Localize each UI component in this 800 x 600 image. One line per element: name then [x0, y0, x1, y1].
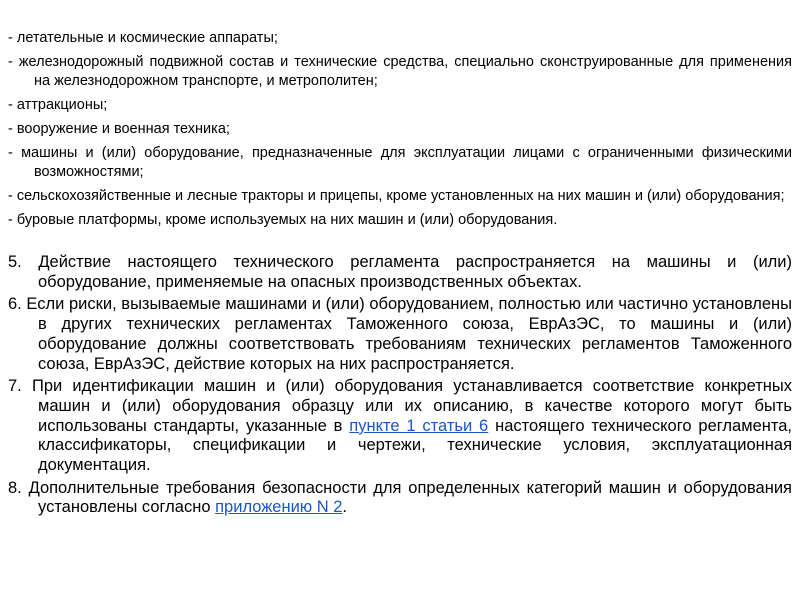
clause-text: Если риски, вызываемые машинами и (или) оборудованием, полностью или частично установлены в других технических регламентах Таможенного союза, ЕврАзЭС, то машины и (или) оборудование должны соответствовать требованиям технических регламентов Таможенного союза, ЕврАзЭС, действие которых на них распространяется. [26, 295, 792, 373]
list-item [8, 29, 792, 48]
article-6-point-1-link[interactable]: пункте 1 статьи 6 [349, 416, 489, 435]
list-marker: - [8, 121, 13, 137]
clause-number: 5. [8, 253, 22, 271]
clause-text-continued: настоящего технического регламента, классификаторы, спецификации и чертежи, технические условия, эксплуатационная документация. [38, 416, 792, 475]
list-item-text: аттракционы; [16, 97, 108, 113]
list-marker: - [8, 145, 13, 161]
clause-number: 8. [8, 478, 22, 497]
list-item [8, 53, 792, 91]
list-item-text: сельскохозяйственные и лесные тракторы и прицепы, кроме установленных на них машин и (или) оборудования; [16, 188, 785, 204]
clause-6 [8, 295, 792, 374]
clause-5 [8, 253, 792, 292]
clause-7 [8, 377, 792, 476]
list-item [8, 187, 792, 206]
list-item-text: железнодорожный подвижной состав и технические средства, специально сконструированные для применения на железнодорожном транспорте, и метрополитен; [18, 54, 792, 89]
list-marker: - [8, 30, 13, 46]
clause-8 [8, 479, 792, 518]
clause-text: При идентификации машин и (или) оборудования устанавливается соответствие конкретных машин и (или) оборудования образцу или их описанию, в качестве которого могут быть использованы стандарты, указанные в [31, 377, 792, 435]
list-item-text: летательные и космические аппараты; [16, 30, 278, 46]
list-item-text: вооружение и военная техника; [16, 121, 230, 137]
clause-number: 7. [8, 377, 22, 396]
list-item [8, 120, 792, 139]
clause-text: Дополнительные требования безопасности для определенных категорий машин и оборудования установлены согласно [28, 478, 792, 517]
list-marker: - [8, 54, 13, 70]
list-item-text: буровые платформы, кроме используемых на них машин и (или) оборудования. [16, 212, 558, 228]
list-item [8, 96, 792, 115]
list-item-text: машины и (или) оборудование, предназначенные для эксплуатации лицами с ограниченными физическими возможностями; [21, 145, 793, 180]
list-marker: - [8, 212, 13, 228]
clause-text: Действие настоящего технического регламента распространяется на машины и (или) оборудование, применяемые на опасных производственных объектах. [38, 253, 792, 291]
list-marker: - [8, 188, 13, 204]
clause-number: 6. [8, 295, 22, 314]
appendix-2-link[interactable]: приложению N 2 [215, 498, 343, 517]
clause-text-end: . [342, 498, 348, 517]
list-item [8, 211, 792, 230]
exclusion-list [8, 29, 792, 235]
list-marker: - [8, 97, 13, 113]
list-item [8, 144, 792, 182]
clause-list [8, 253, 792, 521]
